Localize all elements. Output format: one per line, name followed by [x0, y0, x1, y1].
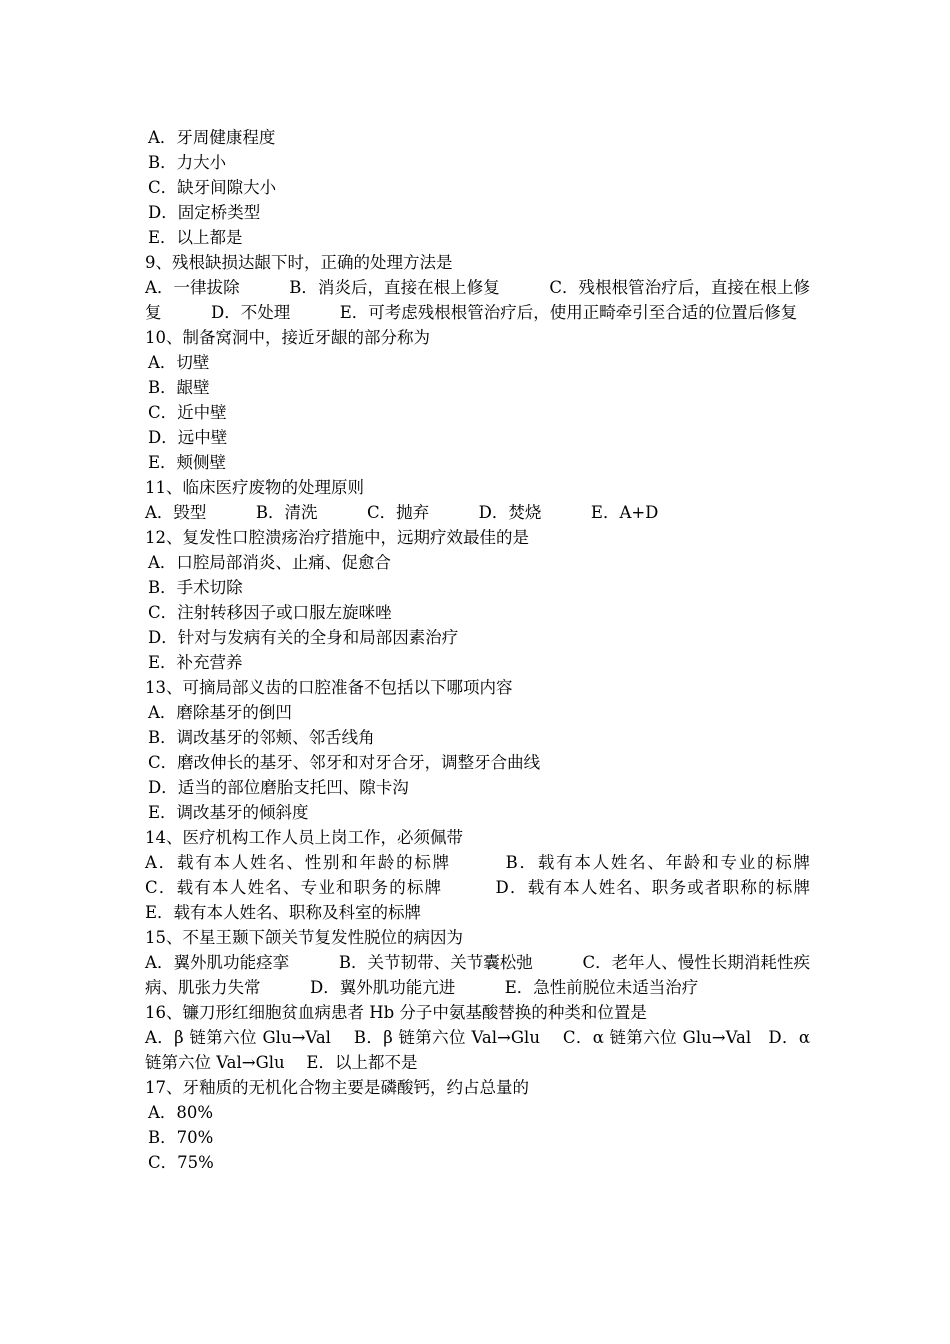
- option-line: C．注射转移因子或口服左旋咪唑: [148, 603, 392, 622]
- option-line: C．近中壁: [148, 403, 227, 422]
- option-line: E．颊侧壁: [148, 453, 227, 472]
- question-10: 10、制备窝洞中，接近牙龈的部分称为: [145, 328, 430, 347]
- question-16: 16、镰刀形红细胞贫血病患者 Hb 分子中氨基酸替换的种类和位置是: [145, 1003, 647, 1022]
- option-line: B．手术切除: [148, 578, 243, 597]
- option-line: E．调改基牙的倾斜度: [148, 803, 309, 822]
- option-line: D．适当的部位磨胎支托凹、隙卡沟: [148, 778, 409, 797]
- option-line: A．口腔局部消炎、止痛、促愈合: [148, 553, 391, 572]
- option-line: A．80%: [148, 1103, 214, 1122]
- option-line: B．70%: [148, 1128, 214, 1147]
- question-11-options: A．毁型 B．清洗 C．抛弃 D．焚烧 E．A+D: [145, 503, 659, 522]
- option-line: B．力大小: [148, 153, 227, 172]
- option-line: D．针对与发病有关的全身和局部因素治疗: [148, 628, 459, 647]
- question-9-options: A．一律拔除 B．消炎后，直接在根上修复 C．残根根管治疗后，直接在根上修复 D．不处理 E．可考虑残根根管治疗后，使用正畸牵引至合适的位置后修复: [145, 278, 810, 322]
- option-line: D．固定桥类型: [148, 203, 261, 222]
- option-line: C．75%: [148, 1153, 214, 1172]
- option-line: B．龈壁: [148, 378, 210, 397]
- option-line: C．磨改伸长的基牙、邻牙和对牙合牙，调整牙合曲线: [148, 753, 541, 772]
- question-15: 15、不星王颞下颌关节复发性脱位的病因为: [145, 928, 463, 947]
- question-12: 12、复发性口腔溃疡治疗措施中，远期疗效最佳的是: [145, 528, 529, 547]
- option-line: A．磨除基牙的倒凹: [148, 703, 292, 722]
- question-15-options: A．翼外肌功能痉挛 B．关节韧带、关节囊松弛 C．老年人、慢性长期消耗性疾病、肌张力失常 D．翼外肌功能亢进 E．急性前脱位未适当治疗: [145, 953, 810, 997]
- question-14: 14、医疗机构工作人员上岗工作，必须佩带: [145, 828, 463, 847]
- option-line: D．远中壁: [148, 428, 228, 447]
- option-line: A．牙周健康程度: [148, 128, 276, 147]
- option-line: B．调改基牙的邻颊、邻舌线角: [148, 728, 375, 747]
- question-17: 17、牙釉质的无机化合物主要是磷酸钙，约占总量的: [145, 1078, 529, 1097]
- option-line: E．补充营养: [148, 653, 243, 672]
- question-13: 13、可摘局部义齿的口腔准备不包括以下哪项内容: [145, 678, 513, 697]
- question-9: 9、残根缺损达龈下时，正确的处理方法是: [145, 253, 453, 272]
- question-11: 11、临床医疗废物的处理原则: [145, 478, 364, 497]
- option-line: A．切壁: [148, 353, 210, 372]
- question-14-options: A．载有本人姓名、性别和年龄的标牌 B．载有本人姓名、年龄和专业的标牌 C．载有本人姓名、专业和职务的标牌 D．载有本人姓名、职务或者职称的标牌 E．载有本人姓名、职称及科室的标牌: [145, 853, 860, 922]
- exam-content: [145, 125, 860, 1175]
- option-line: E．以上都是: [148, 228, 243, 247]
- option-line: C．缺牙间隙大小: [148, 178, 277, 197]
- question-16-options: A．β 链第六位 Glu→Val B．β 链第六位 Val→Glu C．α 链第六位 Glu→Val D．α 链第六位 Val→Glu E．以上都不是: [145, 1028, 810, 1072]
